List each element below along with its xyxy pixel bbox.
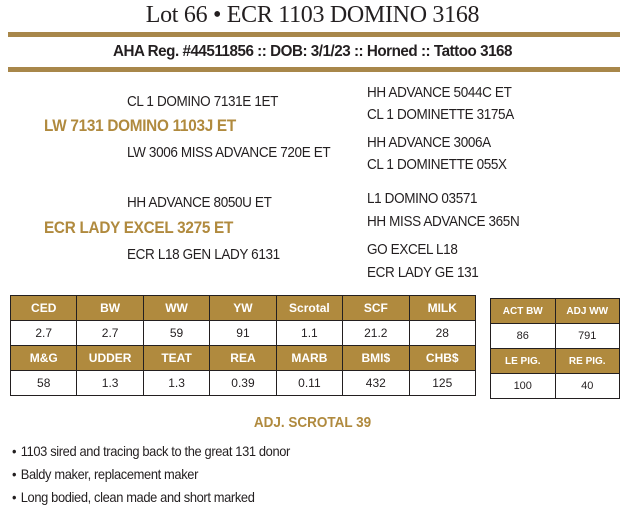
epd-value: 1.3 [143, 371, 209, 396]
epd-value: 125 [409, 371, 475, 396]
bottom-rule [8, 67, 620, 72]
registration-line: AHA Reg. #44511856 :: DOB: 3/1/23 :: Horned :: Tattoo 3168 [112, 43, 512, 60]
epd-value: 91 [210, 321, 276, 346]
top-rule [8, 32, 620, 37]
actual-header: LE PIG. [491, 349, 556, 374]
actual-measures-table [490, 298, 620, 399]
epd-value: 21.2 [343, 321, 409, 346]
sire-sire-dam: CL 1 DOMINETTE 3175A [367, 106, 514, 123]
actual-value: 791 [555, 324, 620, 349]
epd-header: MARB [276, 346, 342, 371]
epd-value: 28 [409, 321, 475, 346]
adj-scrotal: ADJ. SCROTAL 39 [253, 414, 372, 431]
epd-header: BMI$ [343, 346, 409, 371]
epd-header: UDDER [77, 346, 143, 371]
notes-list [12, 440, 314, 509]
epd-header-row-2 [11, 346, 476, 371]
epd-value: 432 [343, 371, 409, 396]
dam-sire-dam: HH MISS ADVANCE 365N [367, 213, 520, 230]
actual-header-row-1 [491, 299, 620, 324]
epd-header: Scrotal [276, 296, 342, 321]
epd-value-row-2 [11, 371, 476, 396]
dam-sire-sire: L1 DOMINO 03571 [367, 190, 478, 207]
sire-sire-sire: HH ADVANCE 5044C ET [367, 84, 512, 101]
epd-table [10, 295, 476, 396]
epd-header: BW [77, 296, 143, 321]
sire-sire: CL 1 DOMINO 7131E 1ET [127, 93, 279, 110]
epd-header: WW [143, 296, 209, 321]
epd-header-row-1 [11, 296, 476, 321]
actual-header: RE PIG. [555, 349, 620, 374]
epd-value: 58 [11, 371, 77, 396]
epd-value-row-1 [11, 321, 476, 346]
actual-value: 86 [491, 324, 556, 349]
list-item: • 1103 sired and tracing back to the great 131 donor [12, 440, 290, 463]
actual-value-row-1 [491, 324, 620, 349]
actual-header-row-2 [491, 349, 620, 374]
actual-header: ADJ WW [555, 299, 620, 324]
actual-value: 40 [555, 374, 620, 399]
epd-header: TEAT [143, 346, 209, 371]
dam: ECR LADY EXCEL 3275 ET [44, 218, 234, 237]
list-item: • Baldy maker, replacement maker [12, 463, 290, 486]
dam-dam-dam: ECR LADY GE 131 [367, 264, 479, 281]
actual-value: 100 [491, 374, 556, 399]
sire-dam-sire: HH ADVANCE 3006A [367, 134, 491, 151]
epd-value: 2.7 [77, 321, 143, 346]
epd-header: YW [210, 296, 276, 321]
epd-header: MILK [409, 296, 475, 321]
dam-sire: HH ADVANCE 8050U ET [127, 194, 272, 211]
lot-title: Lot 66 • ECR 1103 DOMINO 3168 [145, 2, 480, 28]
epd-value: 0.11 [276, 371, 342, 396]
actual-header: ACT BW [491, 299, 556, 324]
epd-value: 0.39 [210, 371, 276, 396]
epd-header: CED [11, 296, 77, 321]
epd-value: 2.7 [11, 321, 77, 346]
sire-dam: LW 3006 MISS ADVANCE 720E ET [127, 144, 331, 161]
epd-header: REA [210, 346, 276, 371]
sire-dam-dam: CL 1 DOMINETTE 055X [367, 156, 507, 173]
dam-dam: ECR L18 GEN LADY 6131 [127, 246, 280, 263]
epd-value: 1.3 [77, 371, 143, 396]
epd-header: M&G [11, 346, 77, 371]
sire: LW 7131 DOMINO 1103J ET [44, 116, 236, 135]
epd-value: 1.1 [276, 321, 342, 346]
list-item: • Long bodied, clean made and short marked [12, 486, 290, 509]
actual-value-row-2 [491, 374, 620, 399]
epd-value: 59 [143, 321, 209, 346]
epd-header: CHB$ [409, 346, 475, 371]
epd-header: SCF [343, 296, 409, 321]
dam-dam-sire: GO EXCEL L18 [367, 241, 458, 258]
